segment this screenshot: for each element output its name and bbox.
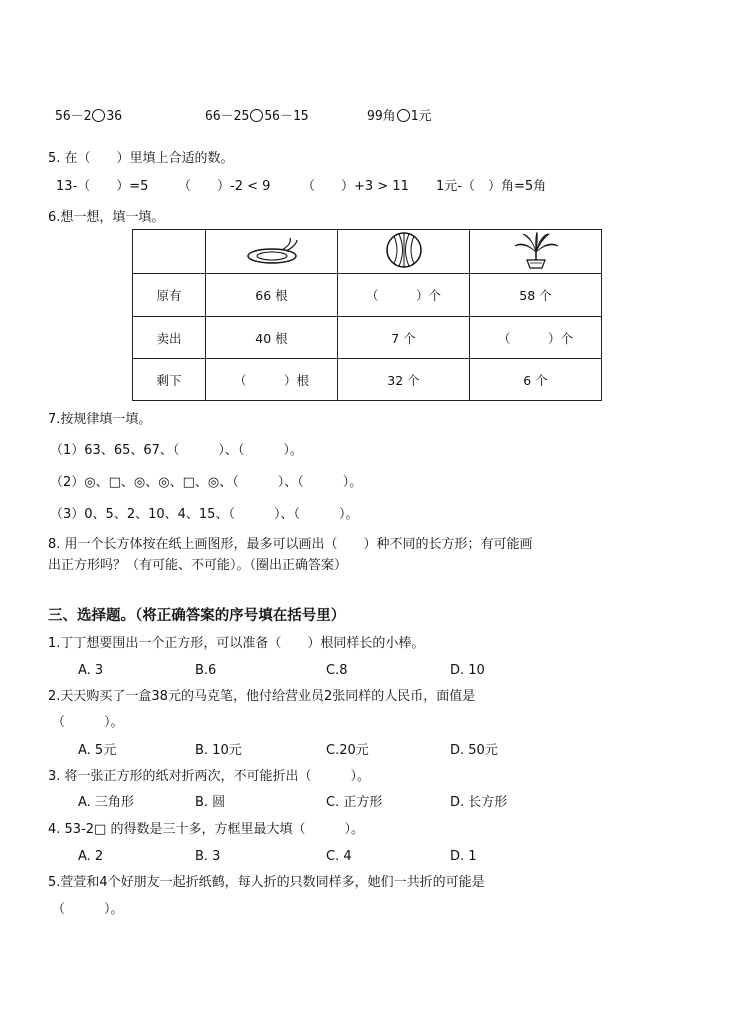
table-cell: 6 个 [470, 359, 602, 401]
jump-rope-icon [206, 230, 338, 274]
potted-plant-icon [470, 230, 602, 274]
option[interactable]: C. 正方形 [326, 795, 383, 810]
table-cell: 32 个 [338, 359, 470, 401]
q7-title: 7.按规律填一填。 [48, 412, 152, 427]
option[interactable]: D. 10 [450, 663, 485, 678]
table-cell[interactable]: （ ）个 [338, 274, 470, 317]
blank-circle[interactable] [250, 109, 263, 122]
option[interactable]: C.8 [326, 663, 348, 678]
blank-circle[interactable] [397, 109, 410, 122]
table-cell: 66 根 [206, 274, 338, 317]
table-cell[interactable]: （ ）个 [470, 317, 602, 359]
question-text: 2.天天购买了一盒38元的马克笔，他付给营业员2张同样的人民币，面值是 [48, 689, 476, 704]
row-label: 原有 [133, 274, 206, 317]
q5-item[interactable]: （ ）-2 < 9 [178, 179, 271, 194]
blank-circle[interactable] [92, 109, 105, 122]
compare-item: 99角 1元 [367, 109, 432, 124]
q5-item[interactable]: 1元-（ ）角=5角 [436, 179, 547, 194]
option[interactable]: B. 3 [195, 849, 221, 864]
q8-line1: 8. 用一个长方体按在纸上画图形，最多可以画出（ ）种不同的长方形；有可能画 [48, 537, 533, 552]
option[interactable]: D. 长方形 [450, 795, 508, 810]
ball-icon [338, 230, 470, 274]
question-text: 4. 53-2□ 的得数是三十多，方框里最大填（ ）。 [48, 822, 364, 837]
table-corner-cell [133, 230, 206, 274]
question-text: 1.丁丁想要围出一个正方形，可以准备（ ）根同样长的小棒。 [48, 636, 425, 651]
compare-item: 56－2 36 [55, 109, 123, 124]
question-text[interactable]: （ ）。 [52, 715, 124, 730]
option[interactable]: A. 2 [78, 849, 104, 864]
table-row [133, 359, 602, 401]
table-cell[interactable]: （ ）根 [206, 359, 338, 401]
q6-table [132, 229, 602, 401]
option[interactable]: D. 1 [450, 849, 477, 864]
table-cell: 7 个 [338, 317, 470, 359]
option[interactable]: C. 4 [326, 849, 352, 864]
question-text[interactable]: （ ）。 [52, 902, 124, 917]
q6-title: 6.想一想，填一填。 [48, 210, 165, 225]
option[interactable]: A. 三角形 [78, 795, 134, 810]
option[interactable]: A. 3 [78, 663, 104, 678]
q5-item[interactable]: （ ）+3 > 11 [302, 179, 409, 194]
table-row [133, 317, 602, 359]
question-text: 3. 将一张正方形的纸对折两次，不可能折出（ ）。 [48, 769, 371, 784]
table-row [133, 274, 602, 317]
table-cell: 40 根 [206, 317, 338, 359]
option[interactable]: A. 5元 [78, 743, 117, 758]
q7-item[interactable]: （3）0、5、2、10、4、15、（ ）、（ ）。 [50, 507, 359, 522]
row-label: 剩下 [133, 359, 206, 401]
option[interactable]: D. 50元 [450, 743, 498, 758]
compare-item: 66－25 56－15 [205, 109, 309, 124]
option[interactable]: B. 10元 [195, 743, 242, 758]
option[interactable]: B. 圆 [195, 795, 226, 810]
question-text: 5.萱萱和4个好朋友一起折纸鹤，每人折的只数同样多，她们一共折的可能是 [48, 875, 485, 890]
q7-item[interactable]: （1）63、65、67、（ ）、（ ）。 [50, 443, 303, 458]
q5-title: 5. 在（ ）里填上合适的数。 [48, 151, 234, 166]
section-title: 三、选择题。（将正确答案的序号填在括号里） [48, 608, 346, 624]
q5-item[interactable]: 13-（ ）=5 [56, 179, 149, 194]
option[interactable]: B.6 [195, 663, 217, 678]
row-label: 卖出 [133, 317, 206, 359]
option[interactable]: C.20元 [326, 743, 369, 758]
q7-item[interactable]: （2）◎、□、◎、◎、□、◎、（ ）、（ ）。 [50, 475, 363, 490]
table-cell: 58 个 [470, 274, 602, 317]
q8-line2: 出正方形吗？（有可能、不可能）。（圈出正确答案） [48, 558, 348, 573]
